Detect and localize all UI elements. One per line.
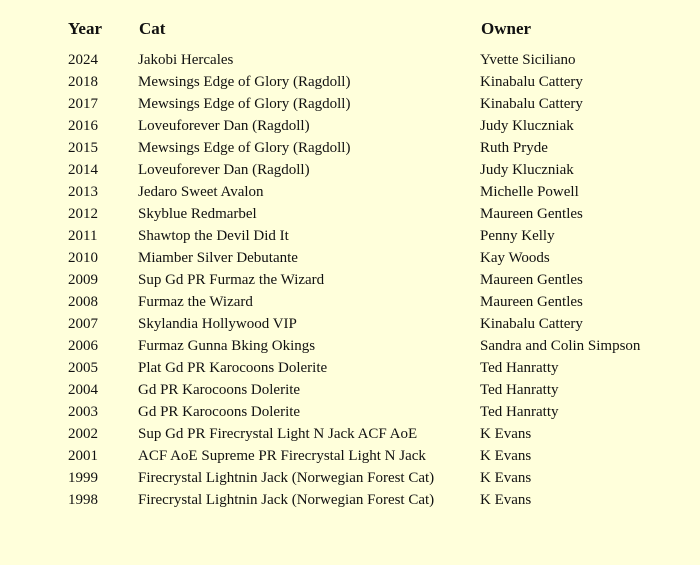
header-owner: Owner [481,19,532,38]
table-row [68,445,688,467]
cell-cat: Jakobi Hercales [138,52,234,68]
cell-year: 2009 [68,272,98,288]
cell-cat: Shawtop the Devil Did It [138,228,289,244]
cell-owner: Maureen Gentles [480,272,583,288]
cell-year: 2004 [68,382,98,398]
table-row [68,247,688,269]
cell-year: 2003 [68,404,98,420]
cell-owner: Ted Hanratty [480,404,559,420]
cell-year: 1999 [68,470,98,486]
cell-year: 2001 [68,448,98,464]
cell-owner: Kinabalu Cattery [480,316,583,332]
cell-cat: Miamber Silver Debutante [138,250,298,266]
table-row [68,291,688,313]
table-row [68,93,688,115]
cell-cat: Loveuforever Dan (Ragdoll) [138,162,310,178]
cell-cat: Firecrystal Lightnin Jack (Norwegian Forest Cat) [138,470,435,486]
table-header [68,17,688,41]
cell-owner: Penny Kelly [480,228,555,244]
cell-owner: K Evans [480,448,532,464]
table-row [68,181,688,203]
cell-year: 2017 [68,96,98,112]
cell-year: 2012 [68,206,98,222]
table-row [68,489,688,511]
cell-owner: Sandra and Colin Simpson [480,338,641,354]
cell-cat: Sup Gd PR Furmaz the Wizard [138,272,325,288]
table-row [68,71,688,93]
cell-cat: Plat Gd PR Karocoons Dolerite [138,360,328,376]
cell-owner: Kinabalu Cattery [480,96,583,112]
cell-owner: Yvette Siciliano [480,52,576,68]
cell-year: 2010 [68,250,98,266]
cell-cat: Sup Gd PR Firecrystal Light N Jack ACF AoE [138,426,418,442]
cell-owner: Judy Kluczniak [480,162,574,178]
cell-owner: K Evans [480,470,532,486]
cell-year: 2006 [68,338,98,354]
cell-owner: Kinabalu Cattery [480,74,583,90]
cell-year: 2011 [68,228,98,244]
table-row [68,225,688,247]
table-row [68,379,688,401]
table-row [68,335,688,357]
table-row [68,467,688,489]
cell-owner: K Evans [480,492,532,508]
cell-year: 2002 [68,426,98,442]
table-row [68,423,688,445]
cell-owner: K Evans [480,426,532,442]
table-row [68,159,688,181]
cell-year: 2007 [68,316,98,332]
cell-cat: Firecrystal Lightnin Jack (Norwegian Forest Cat) [138,492,435,508]
cell-year: 2008 [68,294,98,310]
header-cat: Cat [139,19,166,38]
cell-year: 2015 [68,140,98,156]
table-row [68,49,688,71]
cell-owner: Maureen Gentles [480,206,583,222]
cell-year: 2013 [68,184,98,200]
cell-cat: Skylandia Hollywood VIP [138,316,297,332]
table-row [68,313,688,335]
cell-owner: Ruth Pryde [480,140,548,156]
table-row [68,137,688,159]
table-row [68,115,688,137]
table-row [68,401,688,423]
cell-cat: Skyblue Redmarbel [138,206,257,222]
cell-year: 2018 [68,74,98,90]
cell-year: 2024 [68,52,98,68]
cell-owner: Ted Hanratty [480,382,559,398]
cell-owner: Maureen Gentles [480,294,583,310]
cell-owner: Michelle Powell [480,184,579,200]
cell-year: 2014 [68,162,98,178]
cell-cat: ACF AoE Supreme PR Firecrystal Light N Jack [138,448,426,464]
table-row [68,269,688,291]
cell-owner: Ted Hanratty [480,360,559,376]
cell-cat: Mewsings Edge of Glory (Ragdoll) [138,74,351,90]
cell-cat: Jedaro Sweet Avalon [138,184,264,200]
cell-year: 1998 [68,492,98,508]
cell-cat: Gd PR Karocoons Dolerite [138,382,301,398]
table-body [68,49,688,511]
table-row [68,203,688,225]
cell-cat: Furmaz the Wizard [138,294,253,310]
cell-cat: Mewsings Edge of Glory (Ragdoll) [138,140,351,156]
cell-owner: Kay Woods [480,250,550,266]
cell-year: 2016 [68,118,98,134]
cell-cat: Furmaz Gunna Bking Okings [138,338,316,354]
header-year: Year [68,19,102,38]
cell-cat: Gd PR Karocoons Dolerite [138,404,301,420]
cell-cat: Loveuforever Dan (Ragdoll) [138,118,310,134]
cell-year: 2005 [68,360,98,376]
cell-cat: Mewsings Edge of Glory (Ragdoll) [138,96,351,112]
cell-owner: Judy Kluczniak [480,118,574,134]
winners-table [68,17,688,511]
table-row [68,357,688,379]
